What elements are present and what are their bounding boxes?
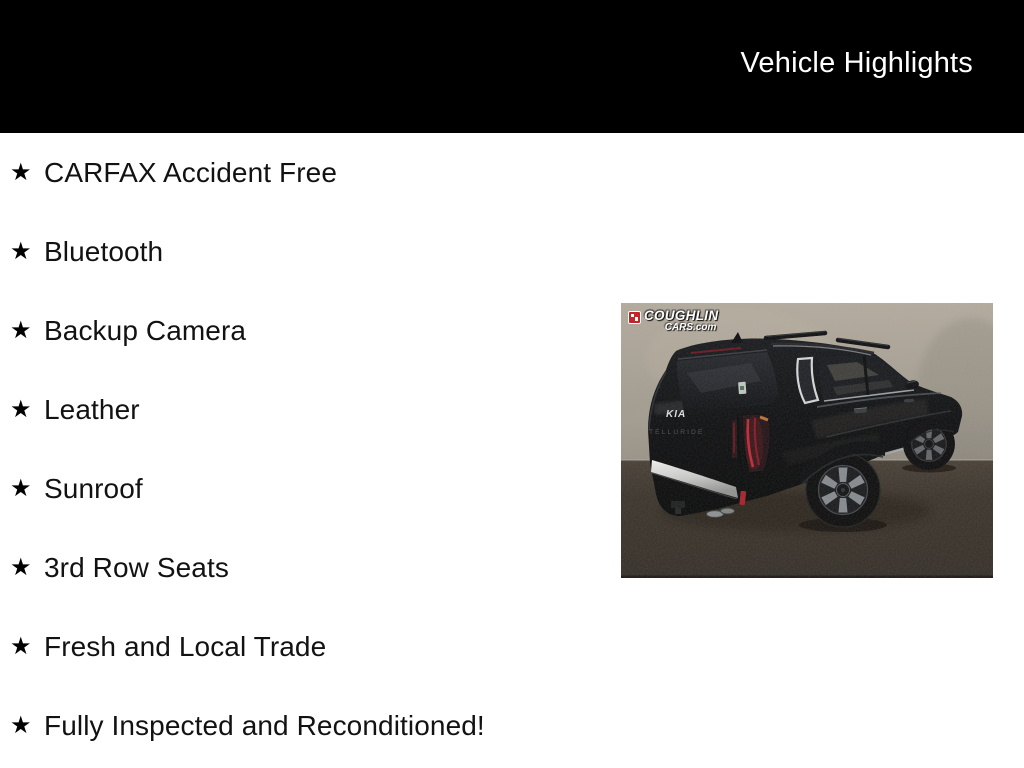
vehicle-photo-illustration [621,303,993,578]
highlight-item [10,528,485,607]
photo-grain [621,303,993,578]
coughlin-badge-icon [628,311,641,324]
star-bullet-icon: ★ [10,395,32,423]
star-bullet-icon: ★ [10,474,32,502]
watermark-name: COUGHLIN [644,308,719,323]
highlight-label: 3rd Row Seats [44,551,229,583]
highlight-label: CARFAX Accident Free [44,156,338,188]
highlight-label: Fully Inspected and Reconditioned! [44,709,485,741]
highlight-item [10,449,485,528]
star-bullet-icon: ★ [10,553,32,581]
watermark-suffix: CARS.com [664,322,717,333]
highlights-list [10,133,485,765]
highlight-item [10,212,485,291]
highlight-label: Sunroof [44,472,143,504]
highlight-label: Leather [44,393,140,425]
highlight-label: Bluetooth [44,235,164,267]
highlight-item [10,370,485,449]
star-bullet-icon: ★ [10,711,32,739]
header-bar [0,0,1024,133]
page-title: Vehicle Highlights [740,47,973,79]
star-bullet-icon: ★ [10,632,32,660]
vehicle-photo [621,303,993,578]
highlight-label: Fresh and Local Trade [44,630,327,662]
highlight-item [10,133,485,212]
star-bullet-icon: ★ [10,158,32,186]
coughlin-watermark [628,309,718,333]
star-bullet-icon: ★ [10,237,32,265]
highlight-item [10,686,485,765]
highlight-item [10,291,485,370]
highlight-item [10,607,485,686]
coughlin-watermark-text [644,309,718,333]
highlight-label: Backup Camera [44,314,247,346]
star-bullet-icon: ★ [10,316,32,344]
